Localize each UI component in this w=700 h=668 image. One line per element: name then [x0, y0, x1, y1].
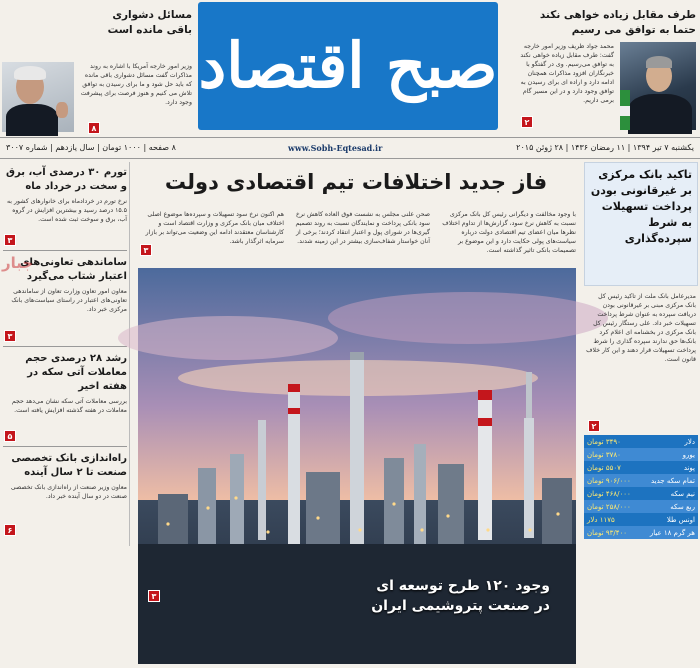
left-story-3[interactable]	[3, 352, 127, 431]
left-story-1-page-ref: ۳	[4, 234, 16, 246]
rate-value: ۴۶۸/۰۰۰ تومان	[584, 487, 640, 500]
left-story-4-headline: راه‌اندازی بانک تخصصی صنعت تا ۲ سال آینده	[11, 453, 127, 478]
right-feature-page-ref: ۲	[588, 420, 600, 432]
rate-row	[584, 500, 698, 513]
rate-label: اونس طلا	[640, 513, 698, 526]
top-left-headline-2: باقی مانده است	[107, 24, 192, 36]
left-story-1-headline: تورم ۳۰ درصدی آب، برق و سخت در خرداد ماه	[6, 167, 127, 192]
refinery-photo[interactable]	[138, 268, 576, 664]
main-story-page-ref: ۳	[140, 244, 152, 256]
right-feature-text: مدیرعامل بانک ملت از تاکید رئیس کل بانک مرکزی مبنی بر غیرقانونی بودن دریافت سپرده به عنوان شرط پرداخت تسهیلات خبر داد. علی رستگار رئیس کل بانک مرکزی در بخشنامه ای اعلام کرد بانک‌ها حق ندارند سپرده گذاری را شرط پرداخت تسهیلات قرار دهند و این کار خلاف قانون است.	[586, 293, 696, 363]
rate-label: هر گرم ۱۸ عیار	[640, 526, 698, 539]
left-story-1-text: نرخ تورم در خردادماه برای خانوارهای کشور به ۱۵.۵ درصد رسید و بیشترین افزایش در گروه آب، برق و سوخت ثبت شده است.	[6, 198, 127, 223]
hero-page-ref: ۳	[148, 590, 160, 602]
rate-row	[584, 474, 698, 487]
rate-label: ربع سکه	[640, 500, 698, 513]
kerry-photo	[2, 62, 74, 132]
rate-row	[584, 526, 698, 539]
top-right-snippet: محمد جواد ظریف وزیر امور خارجه گفت: طرف مقابل زیاده خواهی نکند به توافق می‌رسیم. وی در گفتگو با خبرنگاران افزود مذاکرات همچنان ادامه دارد و اراده ای برای رسیدن به توافق وجود دارد و در این مسیر گام برمی داریم.	[520, 43, 614, 104]
left-story-3-page-ref: ۵	[4, 430, 16, 442]
top-left-headline-1: مسائل دشواری	[112, 9, 192, 21]
info-bar	[0, 137, 700, 159]
left-story-2-headline: ساماندهی تعاونی‌های اعتبار شتاب می‌گیرد	[20, 257, 127, 282]
rate-row	[584, 435, 698, 448]
rate-label: پوند	[640, 461, 698, 474]
website-link[interactable]: www.Sobh-Eqtesad.ir	[288, 143, 383, 153]
left-story-2-page-ref: ۳	[4, 330, 16, 342]
main-text-col-1: با وجود مخالفت و دیگرانی رئیس کل بانک مرکزی نسبت به کاهش نرخ سود، گزارش‌ها از تداوم اختلاف نظرها میان اعضای تیم اقتصادی دولت درباره سیاست‌های پولی حکایت دارد و این موضوع بر تصمیمات بانکی تاثیر گذاشته است.	[442, 211, 576, 254]
left-story-1[interactable]	[3, 166, 127, 235]
hero-caption-1: وجود ۱۲۰ طرح توسعه ای	[376, 578, 550, 594]
rate-value: ۳۴۹۰ تومان	[584, 435, 640, 448]
rate-row	[584, 448, 698, 461]
top-right-headline-1: طرف مقابل زیاده خواهی نکند	[539, 9, 696, 21]
right-feature-box[interactable]	[584, 162, 698, 286]
currency-rates-table	[584, 435, 698, 539]
rate-row	[584, 461, 698, 474]
rate-label: دلار	[640, 435, 698, 448]
rate-value: ۵۵۰۷ تومان	[584, 461, 640, 474]
zarif-photo	[620, 42, 696, 130]
top-right-page-ref: ۲	[521, 116, 533, 128]
top-right-story[interactable]	[520, 8, 696, 38]
right-feature-headline: تاکید بانک مرکزی بر غیرقانونی بودن پرداخت تسهیلات به شرط سپرده‌گذاری	[590, 168, 692, 245]
masthead	[198, 2, 498, 130]
left-story-3-text: بررسی معاملات آتی سکه نشان می‌دهد حجم معاملات در هفته گذشته افزایش یافته است.	[11, 398, 127, 414]
issue-info: ۸ صفحه | ۱۰۰۰ تومان | سال یازدهم | شماره ۳۰۰۷	[6, 143, 176, 152]
top-right-headline-2: حتما به توافق می رسیم	[571, 24, 696, 36]
rate-value: ۹۳/۴۰۰ تومان	[584, 526, 640, 539]
main-text-col-3: هم اکنون نرخ سود تسهیلات و سپرده‌ها موضوع اصلی اختلاف میان بانک مرکزی و وزارت اقتصاد است و کارشناسان معتقدند ادامه این وضعیت می‌تواند بر بازار سرمایه اثرگذار باشد.	[145, 211, 284, 245]
date-info: یکشنبه ۷ تیر ۱۳۹۴ | ۱۱ رمضان ۱۴۳۶ | ۲۸ ژوئن ۲۰۱۵	[516, 143, 694, 152]
left-story-4[interactable]	[3, 452, 127, 519]
left-story-3-headline: رشد ۲۸ درصدی حجم معاملات آتی سکه در هفته اخیر	[25, 353, 127, 392]
rate-value: ۲۵۸/۰۰۰ تومان	[584, 500, 640, 513]
rate-label: تمام سکه جدید	[640, 474, 698, 487]
rate-value: ۱۱۷۵ دلار	[584, 513, 640, 526]
right-column	[582, 162, 700, 546]
main-story	[134, 162, 578, 614]
left-story-4-page-ref: ۶	[4, 524, 16, 536]
rate-row	[584, 487, 698, 500]
rate-value: ۳۷۸۰ تومان	[584, 448, 640, 461]
top-left-story[interactable]	[62, 8, 192, 38]
top-left-snippet: وزیر امور خارجه آمریکا با اشاره به روند مذاکرات گفت مسائل دشواری باقی مانده که باید حل شود و ما برای رسیدن به توافق تلاش می کنیم و هنوز فرصت برای پیشرفت وجود دارد.	[80, 63, 192, 106]
left-stamp: جبار	[2, 254, 34, 272]
top-left-page-ref: ۸	[88, 122, 100, 134]
hero-caption	[346, 576, 550, 616]
rate-label: نیم سکه	[640, 487, 698, 500]
rate-row	[584, 513, 698, 526]
newspaper-title: صبح اقتصاد	[198, 29, 498, 102]
rate-value: ۹۰۶/۰۰۰ تومان	[584, 474, 640, 487]
hero-caption-2: در صنعت پتروشیمی ایران	[371, 598, 550, 614]
left-column	[0, 162, 130, 546]
rate-label: یورو	[640, 448, 698, 461]
main-headline[interactable]: فاز جدید اختلافات تیم اقتصادی دولت	[164, 170, 548, 194]
left-story-2-text: معاون امور تعاون وزارت تعاون از ساماندهی تعاونی‌های اعتبار در راستای سیاست‌های بانک مرکزی خبر داد.	[11, 288, 127, 313]
left-story-4-text: معاون وزیر صنعت از راه‌اندازی بانک تخصصی صنعت در دو سال آینده خبر داد.	[10, 484, 127, 500]
main-text-col-2: صحن علنی مجلس به نشست فوق العاده کاهش نرخ سود بانکی پرداخت و نمایندگان نسبت به روند تصمیم گیری‌ها در شورای پول و اعتبار انتقاد کردند؛ برخی از آنان خواستار شفاف‌سازی بیشتر در این زمینه شدند.	[295, 211, 430, 245]
